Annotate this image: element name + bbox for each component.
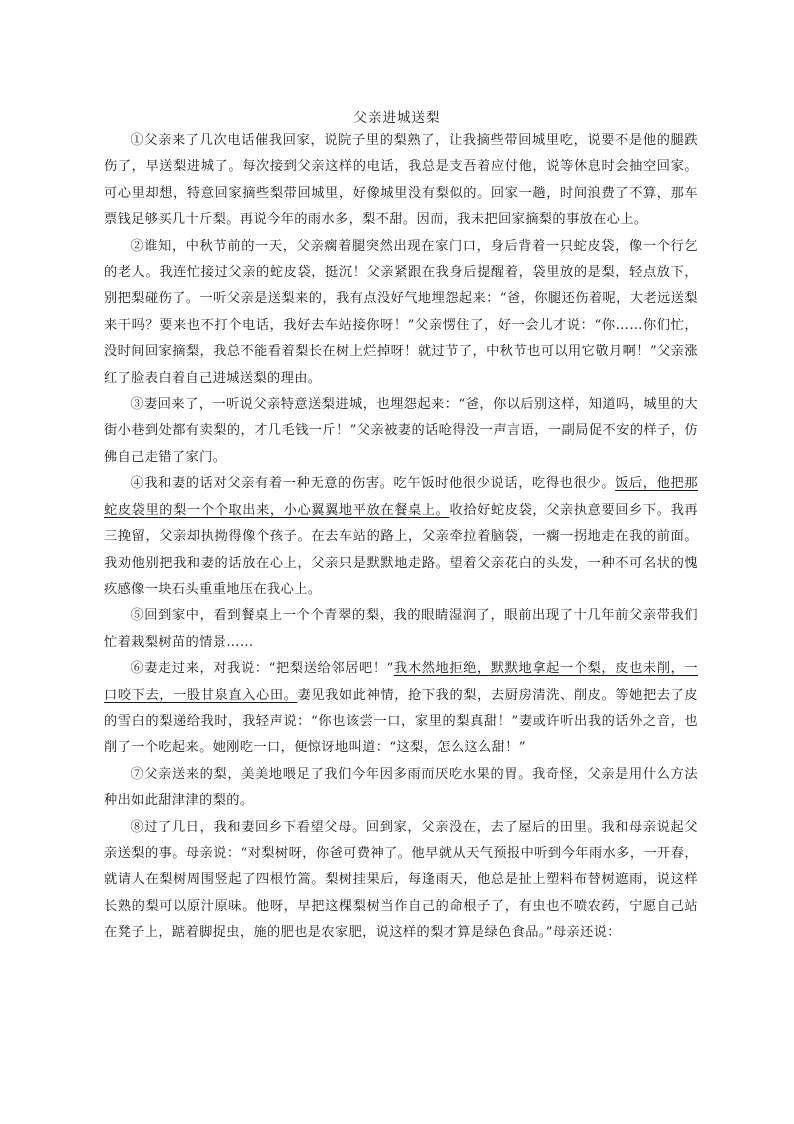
- paragraph-7: [104, 762, 698, 815]
- paragraph-6: [104, 656, 698, 762]
- underlined-sentence: 我木然地拒绝，默默地拿起一个梨，皮也未削，一口咬下去，一股甘泉直入心田。: [104, 661, 698, 703]
- paragraph-4: [104, 471, 698, 603]
- paragraph-text: ③妻回来了，一听说父亲特意送梨进城，也埋怨起来：“爸，你以后别这样，知道吗，城里的大街小巷到处都有卖梨的，才几毛钱一斤！”父亲被妻的话呛得没一声言语，一副局促不安的样子，仿佛自己走错了家门。: [104, 397, 698, 465]
- paragraph-text: ⑧过了几日，我和妻回乡下看望父母。回到家，父亲没在，去了屋后的田里。我和母亲说起父亲送梨的事。母亲说：“对梨树呀，你爸可费神了。他早就从天气预报中听到今年雨水多，一开春，就请人在梨树周围竖起了四根竹篙。梨树挂果后，每逢雨天，他总是扯上塑料布替树遮雨，说这样长熟的梨可以原汁原味。他呀，早把这棵梨树当作自己的命根子了，有虫也不喷农药，宁愿自己站在凳子上，踮着脚捉虫，施的肥也是农家肥，说这样的梨才算是绿色食品。”母亲还说：: [104, 819, 698, 941]
- paragraph-3: [104, 392, 698, 471]
- underlined-sentence: 饭后，他把那蛇皮袋里的梨一个个取出来，小心翼翼地平放在餐桌上。: [104, 476, 698, 518]
- paragraph-1: [104, 128, 698, 234]
- paragraph-8: [104, 815, 698, 947]
- paragraph-5: [104, 603, 698, 656]
- paragraph-text: ⑦父亲送来的梨，美美地喂足了我们今年因多雨而厌吃水果的胃。我奇怪，父亲是用什么方法种出如此甜津津的梨的。: [104, 766, 698, 809]
- paragraph-text: ⑥妻走过来，对我说：“把梨送给邻居吧！”: [130, 661, 394, 677]
- paragraph-text-continued: 收拾好蛇皮袋，父亲执意要回乡下。我再三挽留，父亲却执拗得像个孩子。在去车站的路上，父亲牵拉着脑袋，一瘸一拐地走在我的前面。我劝他别把我和妻的话放在心上，父亲只是默默地走路。望着父亲花白的头发，一种不可名状的愧疚感像一块石头重重地压在我心上。: [104, 502, 698, 597]
- paragraph-text: ④我和妻的话对父亲有着一种无意的伤害。吃午饭时他很少说话，吃得也很少。: [130, 476, 616, 492]
- paragraph-text: ②谁知，中秋节前的一天，父亲瘸着腿突然出现在家门口，身后背着一只蛇皮袋，像一个行乞的老人。我连忙接过父亲的蛇皮袋，挺沉！父亲紧跟在我身后提醒着，袋里放的是梨，轻点放下，别把梨碰伤了。一听父亲是送梨来的，我有点没好气地埋怨起来：“爸，你腿还伤着呢，大老远送梨来干吗？要来也不打个电话，我好去车站接你呀！”父亲愣住了，好一会儿才说：“你……你们忙，没时间回家摘梨，我总不能看着梨长在树上烂掉呀！就过节了，中秋节也可以用它敬月啊！”父亲涨红了脸表白着自己进城送梨的理由。: [104, 238, 698, 386]
- paragraph-text: ⑤回到家中，看到餐桌上一个个青翠的梨，我的眼睛湿润了，眼前出现了十几年前父亲带我们忙着栽梨树苗的情景……: [104, 608, 698, 650]
- paragraph-text-continued: 妻见我如此神情，抢下我的梨，去厨房清洗、削皮。等她把去了皮的雪白的梨递给我时，我轻声说：“你也该尝一口，家里的梨真甜！”妻或许听出我的话外之音，也削了一个吃起来。她刚吃一口，便惊讶地叫道：“这梨，怎么这么甜！”: [104, 687, 698, 756]
- article-body: [104, 128, 698, 947]
- article-title: 父亲进城送梨: [353, 110, 441, 126]
- paragraph-2: [104, 234, 698, 392]
- paragraph-text: ①父亲来了几次电话催我回家，说院子里的梨熟了，让我摘些带回城里吃，说要不是他的腿跌伤了，早送梨进城了。每次接到父亲这样的电话，我总是支吾着应付他，说等休息时会抽空回家。可心里却想，特意回家摘些梨带回城里，好像城里没有梨似的。回家一趟，时间浪费了不算，那车票钱足够买几十斤梨。再说今年的雨水多，梨不甜。因而，我未把回家摘梨的事放在心上。: [104, 133, 698, 228]
